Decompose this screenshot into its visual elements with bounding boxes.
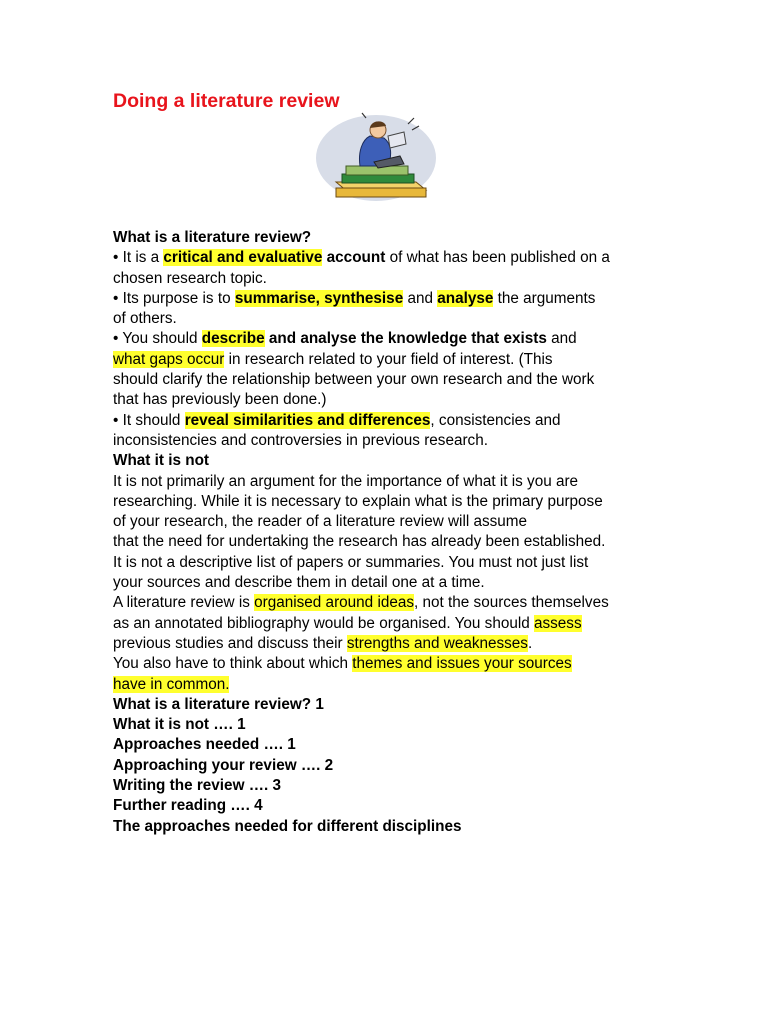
contents-item: What is a literature review? 1 [113,695,324,713]
bullet-2-mid: and [403,289,438,307]
contents-item: Approaches needed …. 1 [113,736,296,754]
contents-item: Approaching your review …. 2 [113,756,334,774]
paragraph-line: that the need for undertaking the research has already been established. [113,533,606,551]
paragraph-line: It is not a descriptive list of papers or summaries. You must not just list [113,553,589,571]
bullet-3-line-3: should clarify the relationship between your own research and the work [113,371,595,389]
para2-prefix: A literature review is [113,594,255,612]
contents-item: Further reading …. 4 [113,797,263,815]
contents-item: The approaches needed for different disciplines [113,817,462,835]
highlight-assess: assess [534,614,582,632]
section-heading-not: What it is not [113,452,210,470]
highlight-similarities: reveal similarities and differences [184,411,431,429]
para2-rest: , not the sources themselves [414,594,609,612]
highlight-describe: describe [201,330,265,348]
bullet-3-rest: and [546,330,577,348]
document-title: Doing a literature review [113,90,340,112]
contents-item: What it is not …. 1 [113,716,246,734]
section-heading: What is a literature review? [113,229,312,246]
highlight-organised: organised around ideas [254,594,415,612]
bullet-1-rest: of what has been published on a [385,249,610,267]
bullet-4-prefix: • It should [113,411,185,429]
bullet-2 [113,289,713,309]
para3-prefix: You also have to think about which [113,655,353,673]
highlight-strengths: strengths and weaknesses [346,634,528,652]
document-body [113,228,713,837]
bullet-2-rest: the arguments [493,289,596,307]
para2-line2-prefix: as an annotated bibliography would be organised. You should [113,614,534,632]
paragraph-2-line-1 [113,593,713,613]
highlight-gaps: what gaps occur [113,350,225,368]
contents-item: Writing the review …. 3 [113,777,282,795]
highlight-analyse: analyse [437,289,494,307]
person-reading-on-books-clipart [308,112,438,204]
highlight-summarise: summarise, synthesise [234,289,404,307]
para2-line3-prefix: previous studies and discuss their [113,634,347,652]
paragraph-2-line-2 [113,614,713,634]
bullet-2-line-2: of others. [113,310,177,328]
bullet-3-prefix: • You should [113,330,202,348]
bullet-1-prefix: • It is a [113,249,164,267]
paragraph-3-line-1 [113,654,713,674]
bullet-1-bold: account [322,249,386,267]
paragraph-line: your sources and describe them in detail one at a time. [113,574,485,592]
bullet-4 [113,411,713,431]
highlight-themes: themes and issues your sources [352,655,572,673]
paragraph-line: It is not primarily an argument for the importance of what it is you are [113,472,579,490]
bullet-4-rest: , consistencies and [430,411,561,429]
bullet-3 [113,329,713,349]
bullet-3-bold: and analyse the knowledge that exists [264,330,547,348]
highlight-common: have in common. [113,675,230,693]
bullet-2-prefix: • Its purpose is to [113,289,235,307]
paragraph-line: researching. While it is necessary to explain what is the primary purpose [113,492,603,510]
highlight-critical: critical and evaluative [163,249,323,267]
paragraph-2-line-3 [113,634,713,654]
bullet-1-line-2: chosen research topic. [113,269,267,287]
bullet-3-line-4: that has previously been done.) [113,391,327,409]
paragraph-3-line-2 [113,675,713,695]
para2-line3-end: . [527,634,533,652]
bullet-3-line-2-rest: in research related to your field of interest. (This [224,350,553,368]
bullet-3-line-2 [113,350,713,370]
bullet-1 [113,248,713,268]
bullet-4-line-2: inconsistencies and controversies in previous research. [113,431,488,449]
paragraph-line: of your research, the reader of a literature review will assume [113,513,528,531]
